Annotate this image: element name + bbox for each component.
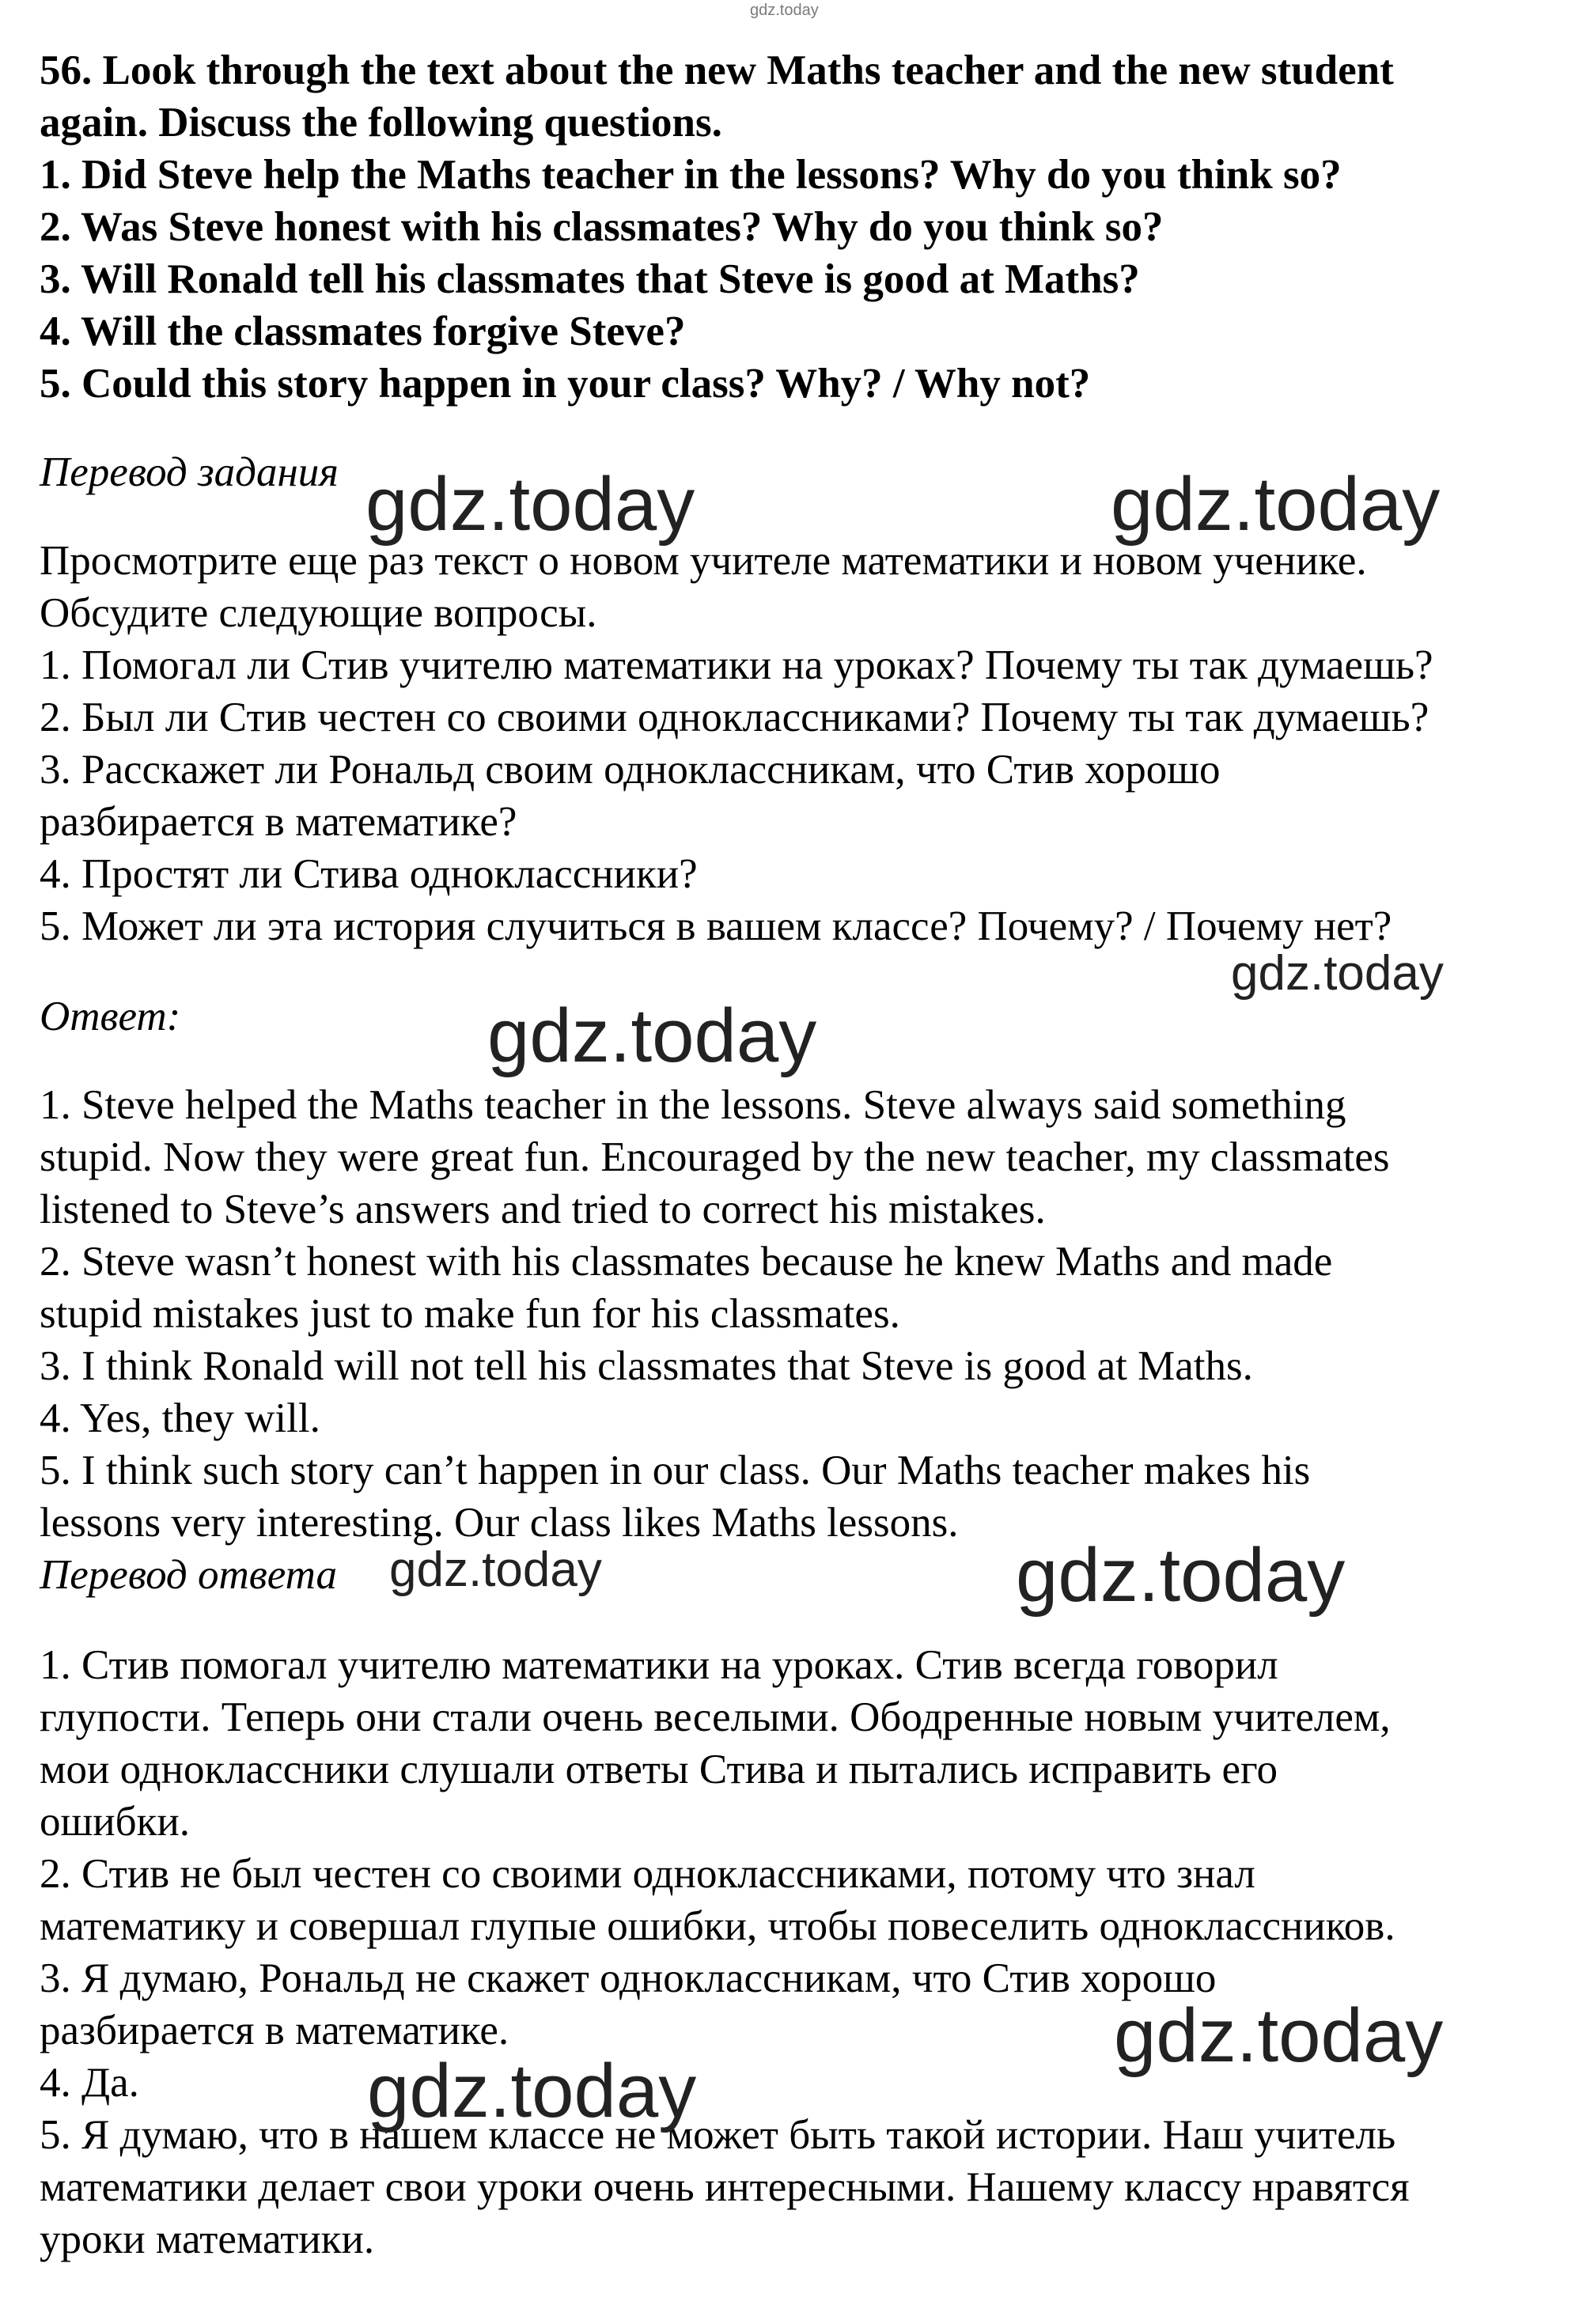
- answer-line: lessons very interesting. Our class likes Maths lessons.: [40, 1500, 959, 1546]
- watermark: gdz.today: [1111, 462, 1441, 547]
- task-line: again. Discuss the following questions.: [40, 100, 722, 146]
- task-translation-line: 2. Был ли Стив честен со своими одноклассниками? Почему ты так думаешь?: [40, 695, 1429, 740]
- watermark: gdz.today: [389, 1542, 602, 1597]
- answer-translation-line: 5. Я думаю, что в нашем классе не может быть такой истории. Наш учитель: [40, 2112, 1396, 2158]
- task-question-2: 2. Was Steve honest with his classmates? Why do you think so?: [40, 204, 1164, 250]
- watermark: gdz.today: [367, 2049, 697, 2133]
- task-translation-line: Просмотрите еще раз текст о новом учителе математики и новом ученике.: [40, 538, 1367, 584]
- answer-translation-line: 1. Стив помогал учителю математики на уроках. Стив всегда говорил: [40, 1642, 1278, 1688]
- answer-line: 5. I think such story can’t happen in our class. Our Maths teacher makes his: [40, 1448, 1311, 1493]
- task-question-3: 3. Will Ronald tell his classmates that Steve is good at Maths?: [40, 256, 1140, 302]
- task-question-4: 4. Will the classmates forgive Steve?: [40, 308, 686, 354]
- watermark: gdz.today: [365, 462, 695, 547]
- answer-line: 1. Steve helped the Maths teacher in the lessons. Steve always said something: [40, 1082, 1346, 1128]
- task-translation-line: 5. Может ли эта история случиться в вашем классе? Почему? / Почему нет?: [40, 903, 1392, 949]
- answer-translation-line: разбирается в математике.: [40, 2008, 509, 2053]
- watermark: gdz.today: [1231, 946, 1444, 1001]
- answer-line: 3. I think Ronald will not tell his classmates that Steve is good at Maths.: [40, 1343, 1253, 1389]
- answer-translation-line: 4. Да.: [40, 2060, 139, 2106]
- answer-line: 4. Yes, they will.: [40, 1395, 320, 1441]
- task-question-1: 1. Did Steve help the Maths teacher in the lessons? Why do you think so?: [40, 152, 1342, 198]
- answer-line: stupid mistakes just to make fun for his classmates.: [40, 1291, 900, 1337]
- answer-translation-line: уроки математики.: [40, 2216, 375, 2262]
- watermark: gdz.today: [487, 994, 817, 1078]
- task-question-5: 5. Could this story happen in your class? Why? / Why not?: [40, 361, 1091, 407]
- answer-line: stupid. Now they were great fun. Encouraged by the new teacher, my classmates: [40, 1134, 1390, 1180]
- answer-translation-line: математику и совершал глупые ошибки, чтобы повеселить одноклассников.: [40, 1903, 1395, 1949]
- answer-line: 2. Steve wasn’t honest with his classmates because he knew Maths and made: [40, 1239, 1333, 1285]
- answer-translation-line: глупости. Теперь они стали очень веселыми. Ободренные новым учителем,: [40, 1694, 1391, 1740]
- answer-translation-line: ошибки.: [40, 1799, 191, 1845]
- task-translation-line: Обсудите следующие вопросы.: [40, 590, 597, 636]
- task-translation-line: разбирается в математике?: [40, 799, 517, 845]
- watermark: gdz.today: [1114, 1993, 1444, 2078]
- answer-translation-line: математики делает свои уроки очень интересными. Нашему классу нравятся: [40, 2164, 1410, 2210]
- task-translation-heading: Перевод задания: [40, 449, 339, 495]
- task-translation-line: 4. Простят ли Стива одноклассники?: [40, 851, 698, 897]
- task-translation-line: 3. Расскажет ли Рональд своим одноклассникам, что Стив хорошо: [40, 747, 1221, 793]
- answer-heading: Ответ:: [40, 994, 181, 1039]
- answer-translation-line: 2. Стив не был честен со своими одноклассниками, потому что знал: [40, 1851, 1255, 1897]
- task-line: 56. Look through the text about the new Maths teacher and the new student: [40, 47, 1394, 93]
- task-translation-line: 1. Помогал ли Стив учителю математики на уроках? Почему ты так думаешь?: [40, 642, 1433, 688]
- answer-line: listened to Steve’s answers and tried to correct his mistakes.: [40, 1187, 1046, 1232]
- watermark: gdz.today: [1016, 1533, 1346, 1618]
- top-watermark: gdz.today: [750, 2, 819, 19]
- answer-translation-line: 3. Я думаю, Рональд не скажет одноклассникам, что Стив хорошо: [40, 1955, 1217, 2001]
- answer-translation-heading: Перевод ответа: [40, 1552, 338, 1598]
- answer-translation-line: мои одноклассники слушали ответы Стива и пытались исправить его: [40, 1747, 1278, 1792]
